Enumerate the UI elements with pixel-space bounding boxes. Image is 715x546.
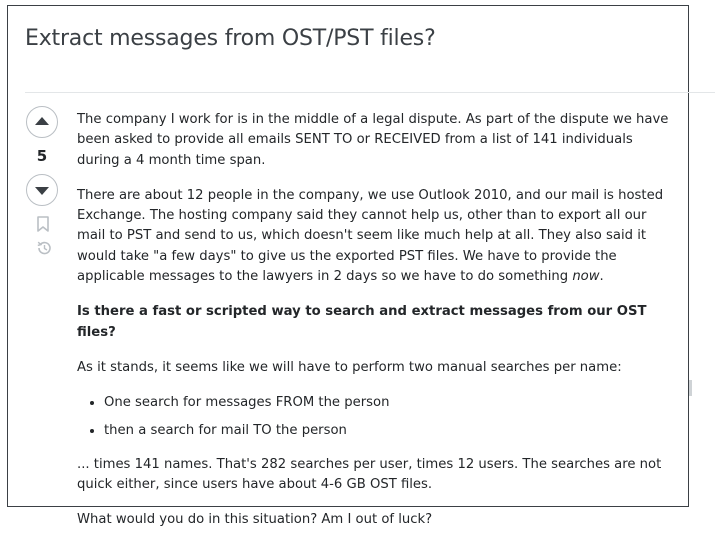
bold-question: Is there a fast or scripted way to search and extract messages from our OST files? — [77, 304, 647, 340]
question-body — [77, 110, 677, 546]
arrow-up-icon — [35, 117, 49, 125]
body-paragraph: ... times 141 names. That's 282 searches per user, times 12 users. The searches are not quick either, since users have about 4-6 GB OST files. — [77, 456, 662, 493]
arrow-down-icon — [35, 187, 49, 195]
history-icon[interactable] — [35, 239, 51, 257]
vote-score: 5 — [36, 147, 48, 165]
list-item: • then a search for mail TO the person — [104, 421, 677, 441]
body-text: There are about 12 people in the company, we use Outlook 2010, and our mail is hosted Exchange. The hosting company said they cannot help us, other than to export all our mail to PST and send to us, which doesn't seem like much help at all. They also said it would take "a few days" to give us the exported PST files. We have to provide the applicable messages to the lawyers in 2 days so we have to do something — [77, 187, 664, 285]
emphasis-text: now — [572, 269, 600, 285]
upvote-button[interactable] — [26, 106, 58, 138]
body-paragraph: What would you do in this situation? Am I out of luck? — [77, 512, 433, 528]
body-paragraph: As it stands, it seems like we will have to perform two manual searches per name: — [77, 359, 622, 375]
bullet-list — [77, 393, 677, 441]
vote-cell — [23, 106, 61, 257]
downvote-button[interactable] — [26, 174, 58, 206]
list-item: • One search for messages FROM the person — [104, 393, 677, 413]
title-divider — [25, 92, 715, 93]
question-title[interactable]: Extract messages from OST/PST files? — [25, 26, 436, 51]
bookmark-icon[interactable] — [35, 215, 51, 233]
question-frame — [7, 5, 689, 528]
body-paragraph — [77, 186, 677, 287]
body-paragraph: The company I work for is in the middle of a legal dispute. As part of the dispute we have been asked to provide all emails SENT TO or RECEIVED from a list of 141 individuals during a 4 month time span. — [77, 112, 669, 168]
scrollbar-thumb[interactable] — [689, 380, 692, 396]
body-text: . — [599, 269, 604, 285]
